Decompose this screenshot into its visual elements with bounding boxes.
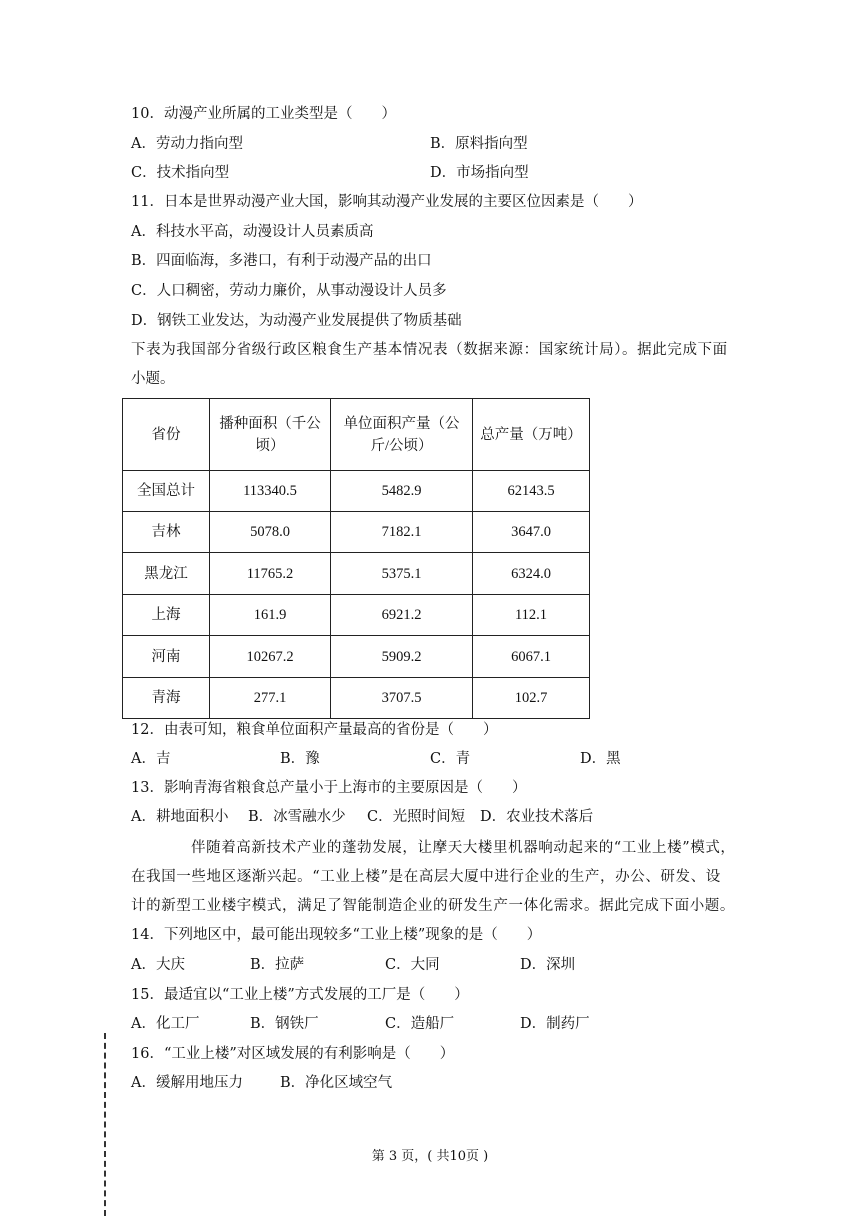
q14-option-b: B．拉萨 — [250, 957, 305, 973]
table-cell: 5375.1 — [331, 553, 473, 595]
table-cell: 3647.0 — [473, 512, 590, 553]
table-cell: 6324.0 — [473, 553, 590, 595]
q13-option-c: C．光照时间短 — [367, 809, 466, 825]
table-cell: 11765.2 — [210, 553, 331, 595]
q16-option-a: A．缓解用地压力 — [131, 1075, 243, 1091]
table-cell: 161.9 — [210, 595, 331, 636]
header-province — [123, 399, 210, 471]
q10-option-d: D．市场指向型 — [430, 165, 529, 181]
table-cell: 6067.1 — [473, 636, 590, 678]
header-province-text: 省份 — [151, 426, 181, 443]
q10-stem: 10．动漫产业所属的工业类型是（ ） — [131, 106, 396, 122]
q12-option-d: D．黑 — [580, 751, 621, 767]
q13-option-a: A．耕地面积小 — [131, 809, 229, 825]
header-total-output-text: 总产量（万吨） — [480, 426, 582, 443]
table-intro-line-1: 下表为我国部分省级行政区粮食生产基本情况表（数据来源：国家统计局）。据此完成下面 — [131, 342, 728, 358]
q14-option-a: A．大庆 — [131, 957, 185, 973]
q13-option-d: D．农业技术落后 — [480, 809, 594, 825]
q11-option-a: A．科技水平高，动漫设计人员素质高 — [131, 224, 374, 240]
header-sown-area-line-2: 顷） — [255, 437, 285, 454]
q12-stem: 12．由表可知，粮食单位面积产量最高的省份是（ ） — [131, 722, 498, 738]
table-cell: 上海 — [123, 595, 210, 636]
q15-option-d: D．制药厂 — [520, 1016, 590, 1032]
header-yield-line-2: 斤/公顷） — [370, 437, 433, 454]
table-header-row — [123, 399, 590, 471]
table-cell: 113340.5 — [210, 471, 331, 512]
passage-line-1: 伴随着高新技术产业的蓬勃发展，让摩天大楼里机器响动起来的“工业上楼”模式， — [191, 840, 736, 856]
table-row — [123, 553, 590, 595]
header-sown-area — [210, 399, 331, 471]
q11-option-d: D．钢铁工业发达，为动漫产业发展提供了物质基础 — [131, 313, 462, 329]
table-cell: 吉林 — [123, 512, 210, 553]
q10-option-a: A．劳动力指向型 — [131, 136, 243, 152]
table-cell: 5909.2 — [331, 636, 473, 678]
q15-option-a: A．化工厂 — [131, 1016, 200, 1032]
table-cell: 7182.1 — [331, 512, 473, 553]
table-row — [123, 678, 590, 719]
table-cell: 3707.5 — [331, 678, 473, 719]
page-footer: 第 3 页，( 共10页 ) — [371, 1149, 489, 1164]
q16-stem: 16．“工业上楼”对区域发展的有利影响是（ ） — [131, 1046, 455, 1062]
q12-option-a: A．吉 — [131, 751, 171, 767]
header-yield — [331, 399, 473, 471]
q12-option-c: C．青 — [430, 751, 471, 767]
table-cell: 全国总计 — [123, 471, 210, 512]
table-cell: 112.1 — [473, 595, 590, 636]
table-cell: 6921.2 — [331, 595, 473, 636]
table-cell: 青海 — [123, 678, 210, 719]
table-cell: 河南 — [123, 636, 210, 678]
header-total-output — [473, 399, 590, 471]
table-row — [123, 512, 590, 553]
table-row — [123, 636, 590, 678]
binding-margin-dashed-line — [104, 1033, 106, 1216]
table-cell: 10267.2 — [210, 636, 331, 678]
q10-option-b: B．原料指向型 — [430, 136, 528, 152]
q16-option-b: B．净化区域空气 — [280, 1075, 393, 1091]
header-sown-area-line-1: 播种面积（千公 — [219, 415, 321, 432]
q14-stem: 14．下列地区中，最可能出现较多“工业上楼”现象的是（ ） — [131, 927, 542, 943]
table-cell: 5078.0 — [210, 512, 331, 553]
q15-option-c: C．造船厂 — [385, 1016, 455, 1032]
q11-option-b: B．四面临海，多港口，有利于动漫产品的出口 — [131, 253, 432, 269]
q13-option-b: B．冰雪融水少 — [248, 809, 346, 825]
q14-option-d: D．深圳 — [520, 957, 576, 973]
table-row — [123, 471, 590, 512]
q11-option-c: C．人口稠密，劳动力廉价，从事动漫设计人员多 — [131, 283, 447, 299]
q15-stem: 15．最适宜以“工业上楼”方式发展的工厂是（ ） — [131, 987, 469, 1003]
passage-line-3: 计的新型工业楼宇模式，满足了智能制造企业的研发生产一体化需求。据此完成下面小题。 — [131, 898, 735, 914]
table-cell: 277.1 — [210, 678, 331, 719]
table-cell: 黑龙江 — [123, 553, 210, 595]
q15-option-b: B．钢铁厂 — [250, 1016, 319, 1032]
table-intro-line-2: 小题。 — [131, 371, 175, 387]
table-cell: 102.7 — [473, 678, 590, 719]
q12-option-b: B．豫 — [280, 751, 320, 767]
q13-stem: 13．影响青海省粮食总产量小于上海市的主要原因是（ ） — [131, 780, 527, 796]
header-yield-line-1: 单位面积产量（公 — [343, 415, 460, 432]
passage-line-2: 在我国一些地区逐渐兴起。“工业上楼”是在高层大厦中进行企业的生产，办公、研发、设 — [131, 869, 721, 885]
table-row — [123, 595, 590, 636]
table-cell: 62143.5 — [473, 471, 590, 512]
q14-option-c: C．大同 — [385, 957, 440, 973]
q10-option-c: C．技术指向型 — [131, 165, 230, 181]
table-cell: 5482.9 — [331, 471, 473, 512]
q11-stem: 11．日本是世界动漫产业大国，影响其动漫产业发展的主要区位因素是（ ） — [131, 194, 643, 210]
grain-production-table — [122, 398, 590, 719]
